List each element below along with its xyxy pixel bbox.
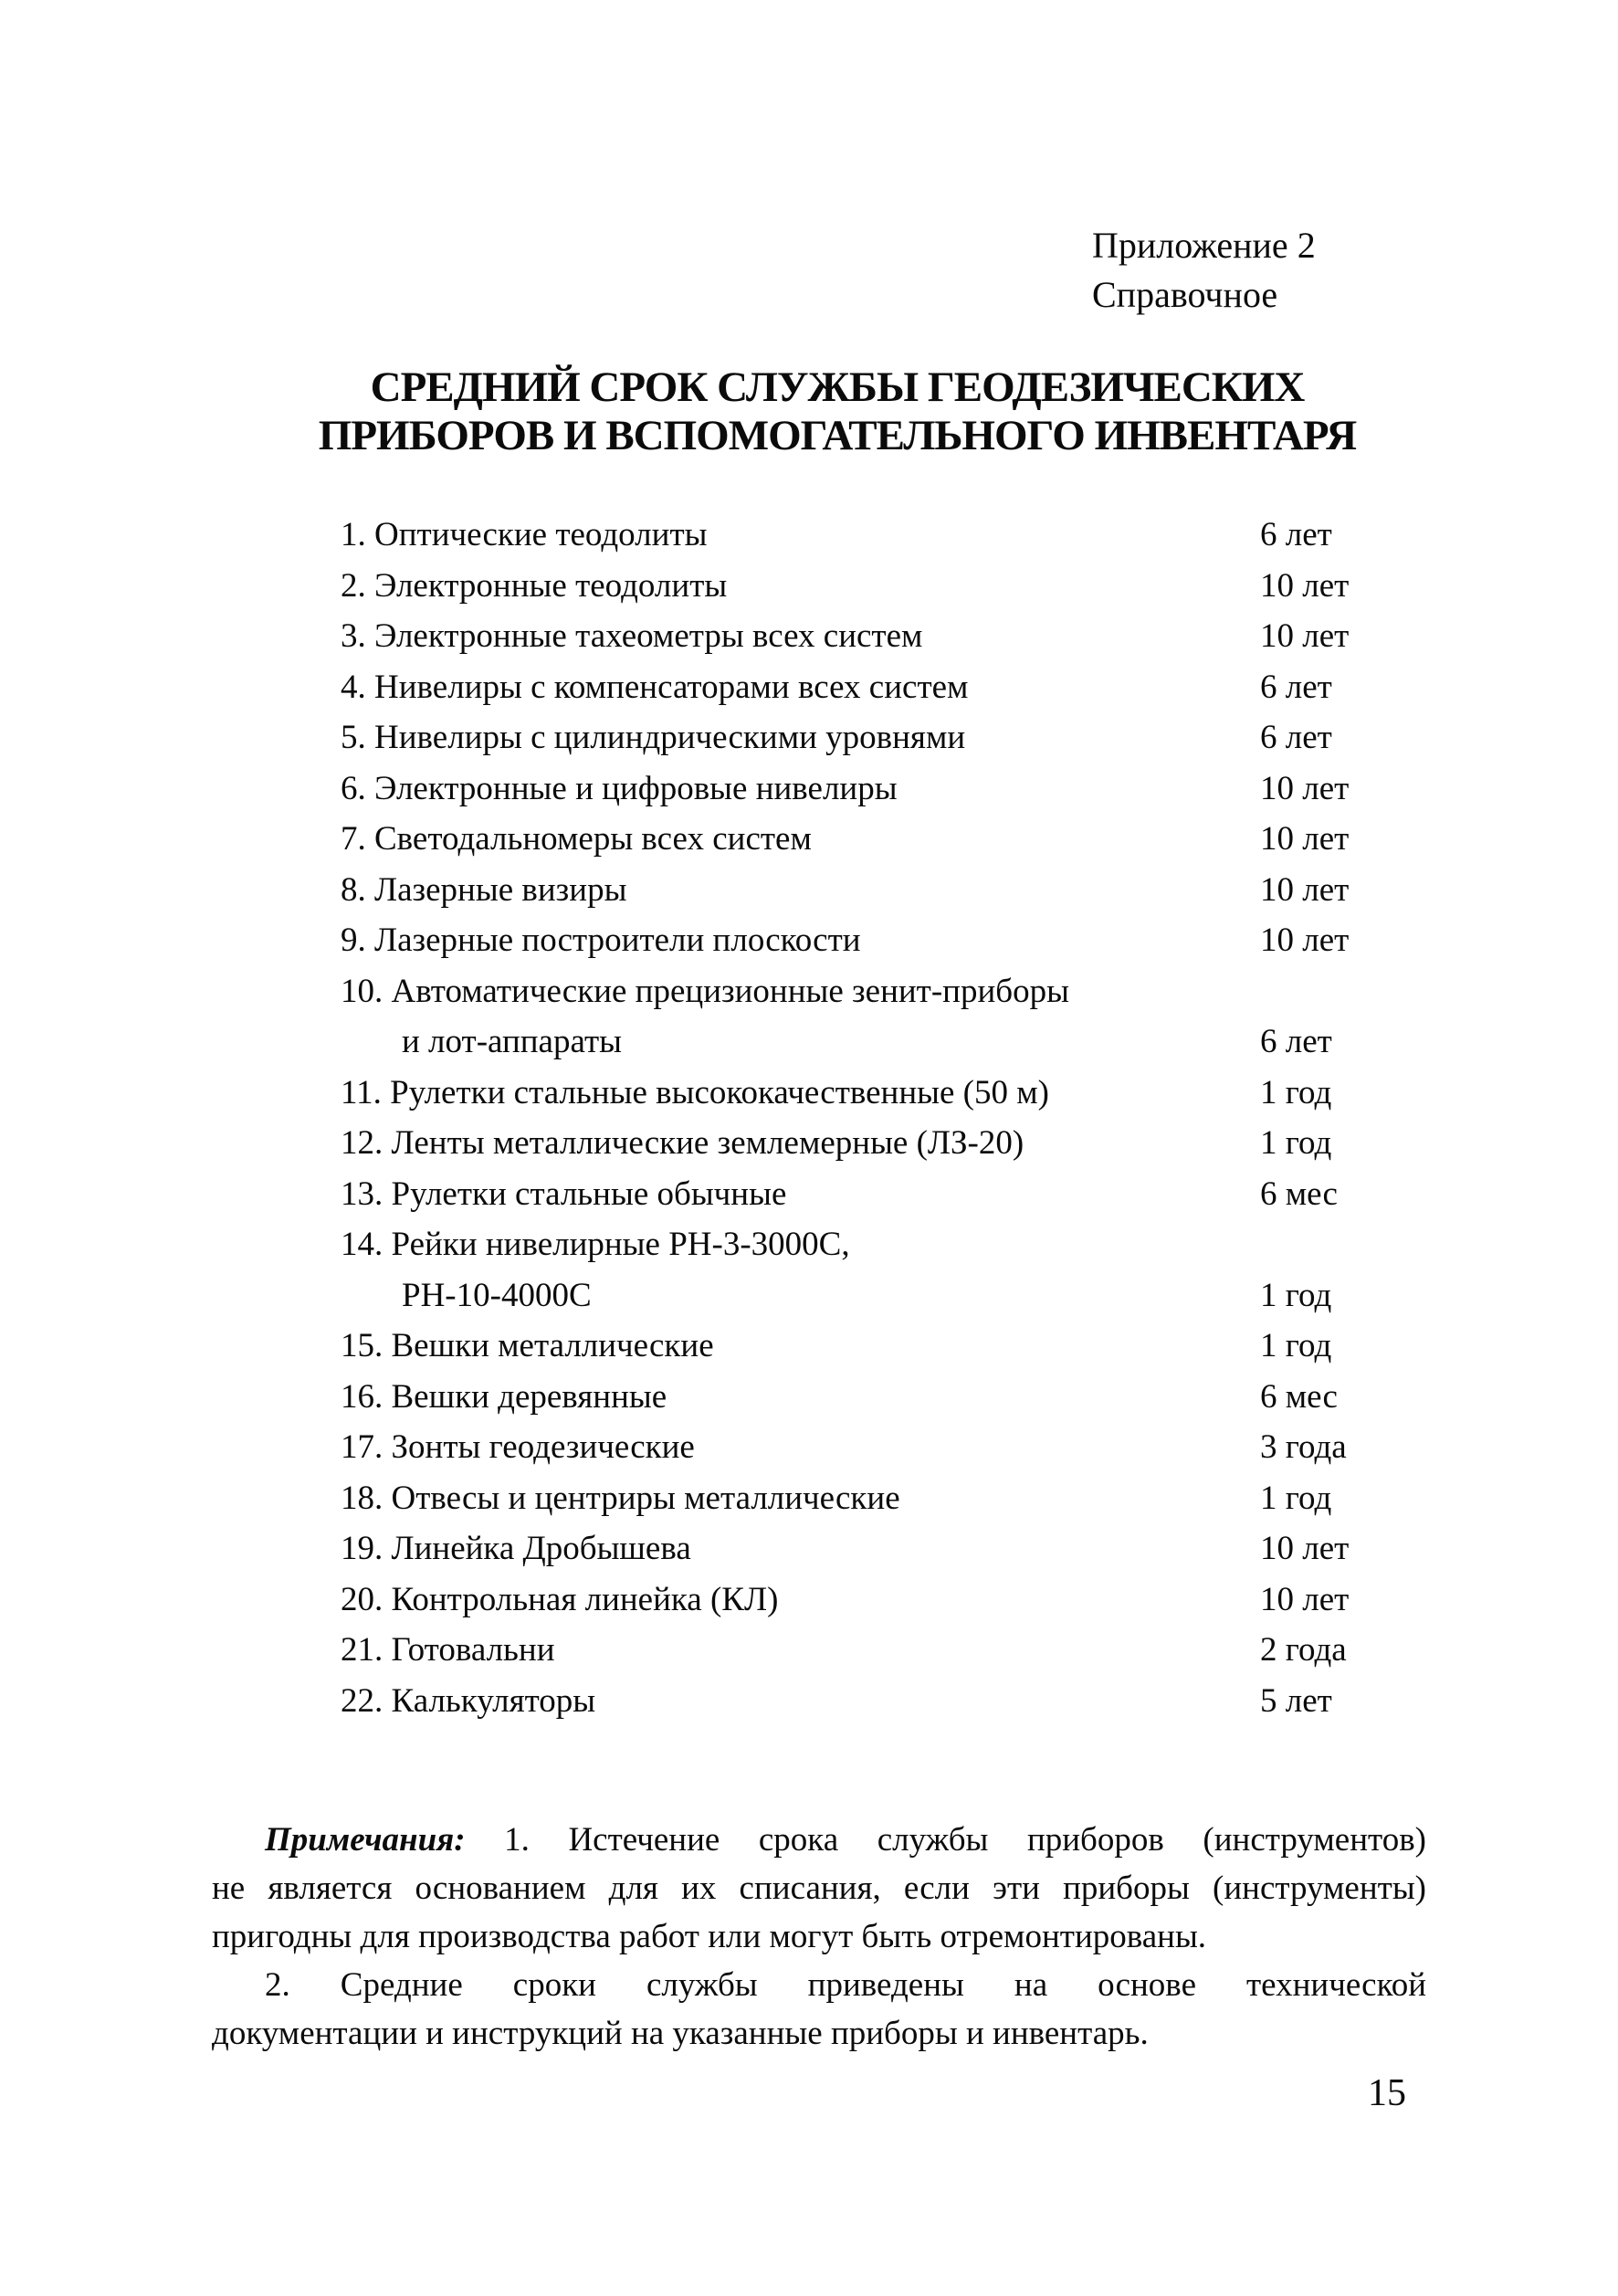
- appendix-label: [1092, 221, 1316, 320]
- item-duration: 3 года: [1260, 1428, 1347, 1466]
- item-duration: 6 лет: [1260, 516, 1332, 553]
- item-duration: 10 лет: [1260, 820, 1350, 858]
- note-line: документации и инструкций на указанные приборы и инвентарь.: [212, 2015, 1149, 2052]
- note-line: 2. Средние сроки службы приведены на основе технической: [265, 1966, 1426, 2004]
- list-row: [341, 1169, 1386, 1220]
- item-duration: 1 год: [1260, 1327, 1332, 1364]
- item-label: 4. Нивелиры с компенсаторами всех систем: [341, 668, 969, 706]
- list-row: [341, 1270, 1386, 1322]
- list-row: [341, 1372, 1386, 1423]
- list-row: [341, 1676, 1386, 1727]
- item-duration: 6 мес: [1260, 1377, 1338, 1416]
- page-title: [230, 363, 1445, 460]
- item-label: 11. Рулетки стальные высококачественные (50 м): [341, 1073, 1049, 1111]
- item-label: 21. Готовальни: [341, 1631, 555, 1669]
- item-duration: 6 лет: [1260, 719, 1332, 756]
- list-row: [341, 1118, 1386, 1169]
- item-label: 6. Электронные и цифровые нивелиры: [341, 769, 898, 807]
- list-row: [341, 712, 1386, 764]
- item-label: 20. Контрольная линейка (КЛ): [341, 1580, 779, 1618]
- item-duration: 1 год: [1260, 1124, 1332, 1162]
- item-label: 7. Светодальномеры всех систем: [341, 820, 812, 858]
- item-duration: 6 мес: [1260, 1174, 1338, 1213]
- list-row: [341, 611, 1386, 662]
- list-row: [341, 662, 1386, 713]
- list-row: [341, 1219, 1386, 1270]
- item-duration: 6 лет: [1260, 668, 1332, 706]
- item-duration: 10 лет: [1260, 617, 1350, 655]
- item-duration: 1 год: [1260, 1479, 1332, 1517]
- note-text: 1. Истечение срока службы приборов (инструментов): [504, 1821, 1427, 1859]
- item-duration: 1 год: [1260, 1276, 1332, 1314]
- list-row: [341, 1422, 1386, 1473]
- item-label: 16. Вешки деревянные: [341, 1377, 667, 1416]
- item-duration: 6 лет: [1260, 1023, 1332, 1060]
- item-duration: 10 лет: [1260, 769, 1350, 807]
- list-row: [341, 915, 1386, 966]
- page-number: 15: [1368, 2072, 1406, 2114]
- item-duration: 10 лет: [1260, 1530, 1350, 1567]
- item-duration: 10 лет: [1260, 870, 1350, 909]
- page-title-line1: СРЕДНИЙ СРОК СЛУЖБЫ ГЕОДЕЗИЧЕСКИХ: [370, 363, 1305, 411]
- item-label: 2. Электронные теодолиты: [341, 566, 728, 605]
- list-row: [341, 1068, 1386, 1119]
- item-duration: 10 лет: [1260, 1580, 1350, 1618]
- notes-label: Примечания:: [265, 1821, 466, 1859]
- page-title-line2: ПРИБОРОВ И ВСПОМОГАТЕЛЬНОГО ИНВЕНТАРЯ: [318, 412, 1357, 459]
- item-label: 12. Ленты металлические землемерные (ЛЗ-20): [341, 1124, 1024, 1162]
- notes-section: [212, 1816, 1426, 2058]
- list-row: [341, 814, 1386, 865]
- item-duration: 2 года: [1260, 1631, 1347, 1669]
- appendix-line1: Приложение 2: [1092, 225, 1316, 266]
- item-label: 17. Зонты геодезические: [341, 1428, 695, 1466]
- item-label: 1. Оптические теодолиты: [341, 516, 708, 553]
- item-duration: 5 лет: [1260, 1681, 1332, 1720]
- item-duration: 1 год: [1260, 1073, 1332, 1111]
- list-row: [341, 1473, 1386, 1524]
- list-row: [341, 1625, 1386, 1676]
- list-row: [341, 1523, 1386, 1575]
- list-row: [341, 510, 1386, 561]
- item-label: 18. Отвесы и центриры металлические: [341, 1479, 900, 1517]
- item-label: и лот-аппараты: [402, 1023, 622, 1060]
- item-label: 15. Вешки металлические: [341, 1327, 714, 1364]
- item-label: 5. Нивелиры с цилиндрическими уровнями: [341, 719, 966, 756]
- item-label: 3. Электронные тахеометры всех систем: [341, 617, 923, 655]
- note-line: пригодны для производства работ или могут быть отремонтированы.: [212, 1918, 1207, 1955]
- item-label: 8. Лазерные визиры: [341, 870, 627, 909]
- item-label: РН-10-4000С: [402, 1276, 592, 1314]
- note-line: не является основанием для их списания, если эти приборы (инструменты): [212, 1869, 1426, 1907]
- service-life-list: [341, 510, 1386, 1726]
- list-row: [341, 1016, 1386, 1068]
- list-row: [341, 561, 1386, 612]
- note-line: [212, 1816, 1426, 1864]
- list-row: [341, 966, 1386, 1017]
- item-label: 14. Рейки нивелирные РН-3-3000С,: [341, 1226, 850, 1263]
- item-label: 13. Рулетки стальные обычные: [341, 1174, 787, 1213]
- list-row: [341, 1321, 1386, 1372]
- item-label: 22. Калькуляторы: [341, 1681, 596, 1720]
- item-label: 10. Автоматические прецизионные зенит-приборы: [341, 972, 1069, 1010]
- list-row: [341, 865, 1386, 916]
- item-duration: 10 лет: [1260, 566, 1350, 605]
- list-row: [341, 764, 1386, 815]
- item-label: 9. Лазерные построители плоскости: [341, 922, 861, 959]
- item-duration: 10 лет: [1260, 922, 1350, 959]
- list-row: [341, 1575, 1386, 1626]
- appendix-line2: Справочное: [1092, 274, 1278, 315]
- item-label: 19. Линейка Дробышева: [341, 1530, 691, 1567]
